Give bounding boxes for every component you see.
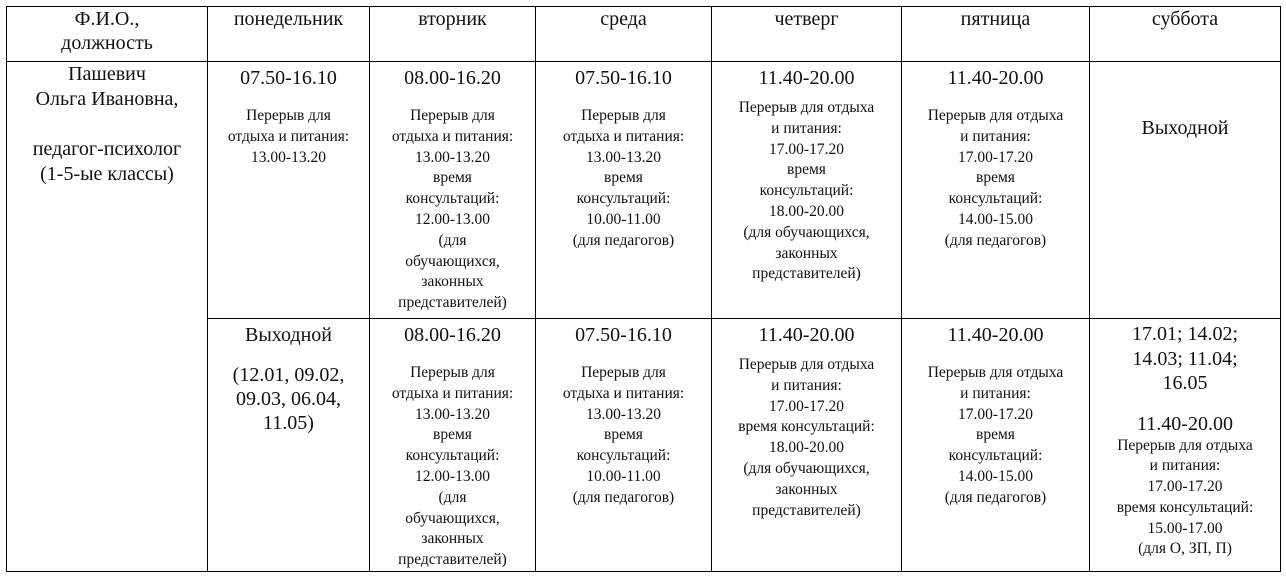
header-tuesday: вторник xyxy=(370,7,536,62)
header-wednesday: среда xyxy=(536,7,712,62)
header-saturday: суббота xyxy=(1090,7,1281,62)
break-info: Перерыв для отдыха и питания: 17.00-17.20 время консультаций: 15.00-17.00 (для О, ЗП, П) xyxy=(1116,436,1254,558)
employee-name: Ольга Ивановна, xyxy=(35,88,179,110)
day-off-dates: (12.01, 09.02, 09.03, 06.04, 11.05) xyxy=(232,364,345,434)
break-info: Перерыв для отдыха и питания: 17.00-17.20 время консультаций: 14.00-15.00 (для педагогов) xyxy=(927,364,1064,506)
employee-surname: Пашевич xyxy=(68,63,146,85)
header-monday: понедельник xyxy=(208,7,370,62)
work-hours: 11.40-20.00 xyxy=(1137,412,1233,435)
row2-thursday-cell xyxy=(712,319,902,572)
work-hours: 11.40-20.00 xyxy=(947,67,1044,89)
row2-tuesday-cell xyxy=(370,319,536,572)
break-info: Перерыв для отдыха и питания: 13.00-13.20 xyxy=(227,107,350,166)
schedule-table xyxy=(6,6,1281,572)
day-off-label: Выходной xyxy=(1141,117,1229,139)
work-hours: 11.40-20.00 xyxy=(758,324,855,346)
header-thursday: четверг xyxy=(712,7,902,62)
working-saturday-dates: 17.01; 14.02; 14.03; 11.04; 16.05 xyxy=(1131,323,1239,394)
break-info: Перерыв для отдыха и питания: 13.00-13.20 время консультаций: 10.00-11.00 (для педагогов) xyxy=(562,107,685,249)
header-row xyxy=(7,7,1281,62)
employee-cell xyxy=(7,62,208,572)
row2-saturday-cell xyxy=(1090,319,1281,572)
work-hours: 07.50-16.10 xyxy=(575,324,672,346)
break-info: Перерыв для отдыха и питания: 17.00-17.20 время консультаций: 18.00-20.00 (для обучающихся, законных представителей) xyxy=(738,99,875,283)
work-hours: 07.50-16.10 xyxy=(240,67,337,89)
break-info: Перерыв для отдыха и питания: 13.00-13.20 время консультаций: 10.00-11.00 (для педагогов) xyxy=(562,364,685,506)
row1-friday-cell xyxy=(902,62,1090,319)
break-info: Перерыв для отдыха и питания: 17.00-17.20 время консультаций: 14.00-15.00 (для педагогов) xyxy=(927,107,1064,249)
row1-tuesday-cell xyxy=(370,62,536,319)
schedule-row-1 xyxy=(7,62,1281,319)
row2-wednesday-cell xyxy=(536,319,712,572)
row1-wednesday-cell xyxy=(536,62,712,319)
employee-classes: (1-5-ые классы) xyxy=(40,163,174,185)
break-info: Перерыв для отдыха и питания: 17.00-17.20 время консультаций: 18.00-20.00 (для обучающихся, законных представителей) xyxy=(738,356,875,519)
work-hours: 07.50-16.10 xyxy=(575,67,672,89)
row2-friday-cell xyxy=(902,319,1090,572)
row1-saturday-cell xyxy=(1090,62,1281,319)
row1-thursday-cell xyxy=(712,62,902,319)
work-hours: 08.00-16.20 xyxy=(404,324,501,346)
employee-position: педагог-психолог xyxy=(32,138,182,160)
row1-monday-cell xyxy=(208,62,370,319)
break-info: Перерыв для отдыха и питания: 13.00-13.20 время консультаций: 12.00-13.00 (для обучающихся, законных представителей) xyxy=(391,107,514,312)
work-hours: 08.00-16.20 xyxy=(404,67,501,89)
work-hours: 11.40-20.00 xyxy=(758,67,855,89)
day-off-label: Выходной xyxy=(244,324,333,346)
row2-monday-cell xyxy=(208,319,370,572)
header-friday: пятница xyxy=(902,7,1090,62)
break-info: Перерыв для отдыха и питания: 13.00-13.20 время консультаций: 12.00-13.00 (для обучающихся, законных представителей) xyxy=(391,364,514,569)
work-hours: 11.40-20.00 xyxy=(947,324,1044,346)
header-name-position: Ф.И.О., должность xyxy=(7,7,208,62)
